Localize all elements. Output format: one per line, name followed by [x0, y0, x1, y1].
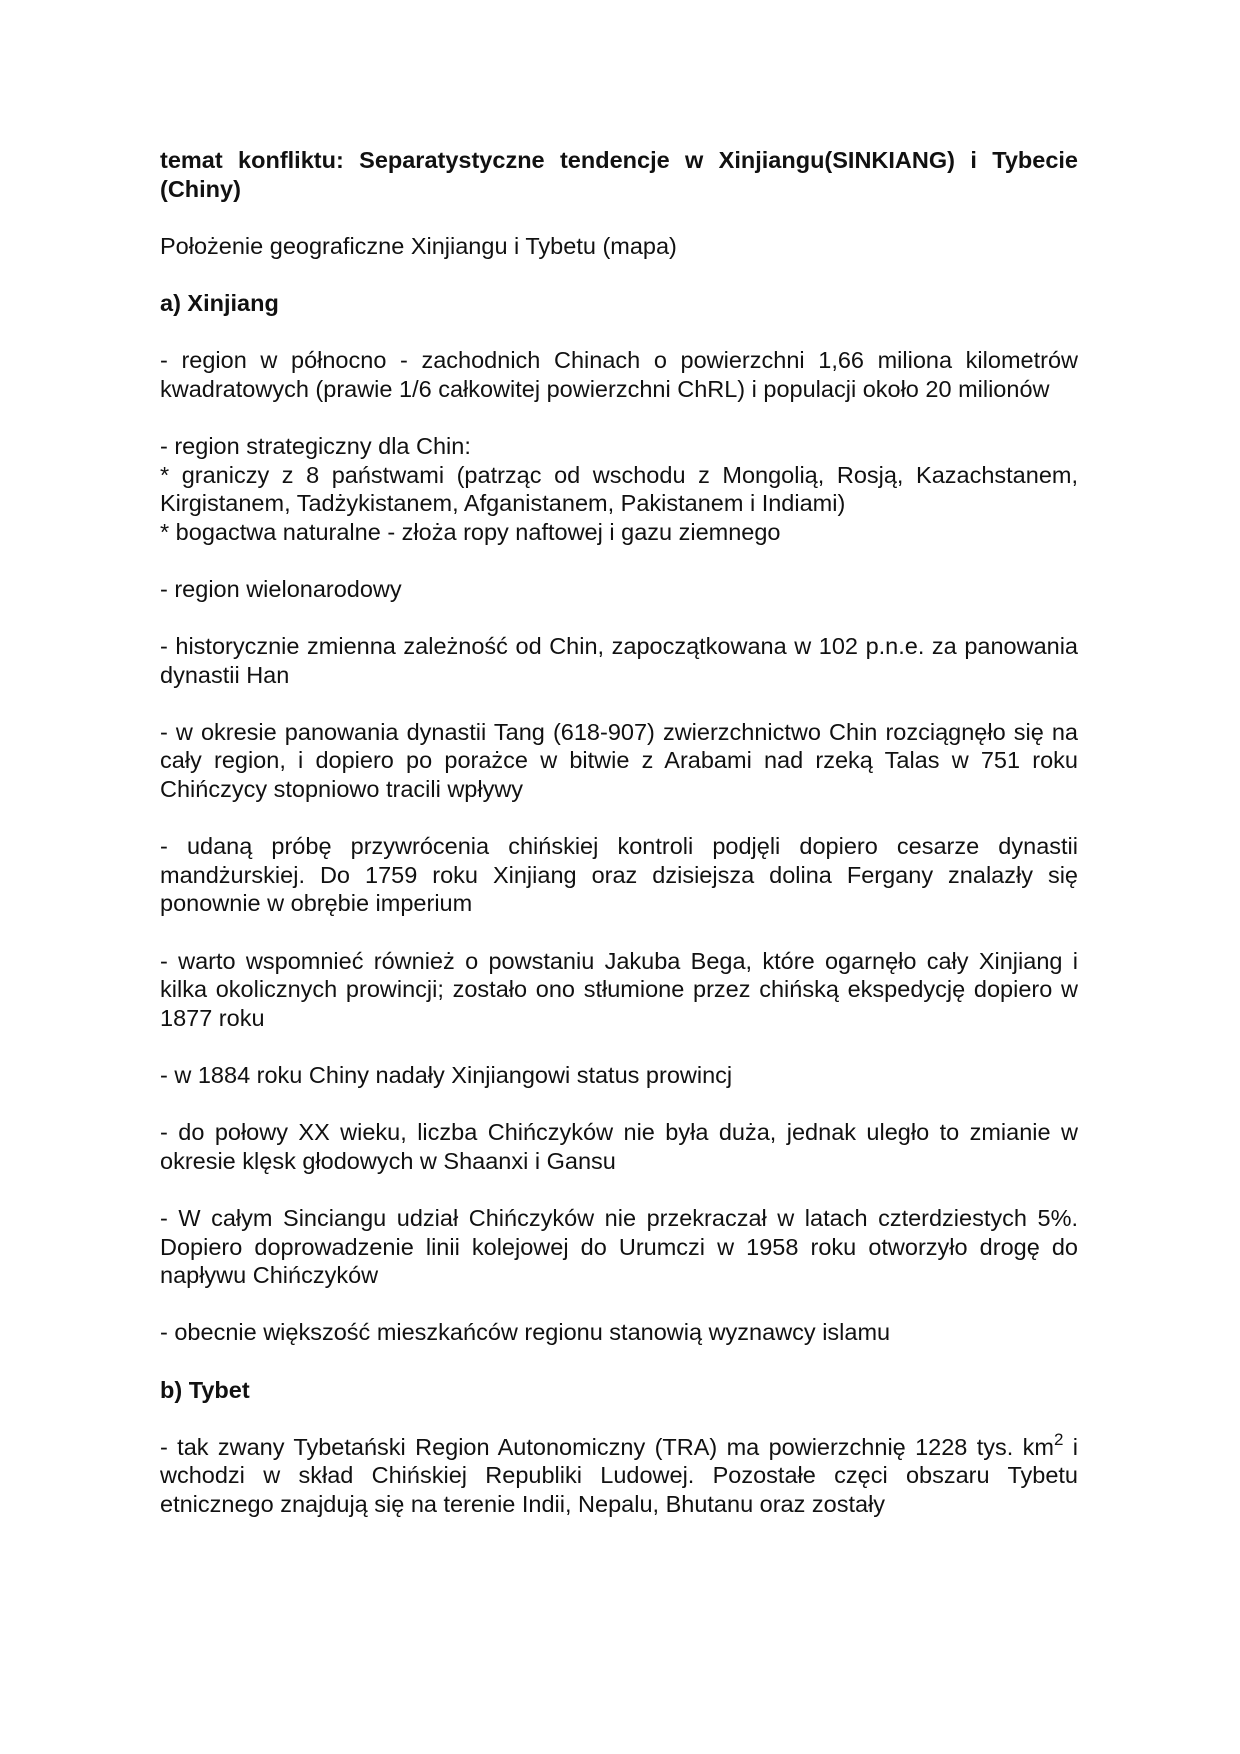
superscript-2: 2: [1053, 1429, 1064, 1449]
document-page: [160, 146, 1078, 1547]
section-b-heading: b) Tybet: [160, 1376, 250, 1403]
xinjiang-paragraph-9: - do połowy XX wieku, liczba Chińczyków nie była duża, jednak uległo to zmianie w okresie klęsk głodowych w Shaanxi i Gansu: [160, 1119, 1078, 1174]
xinjiang-paragraph-11: - obecnie większość mieszkańców regionu stanowią wyznawcy islamu: [160, 1319, 891, 1346]
title-line-2: (Chiny): [160, 175, 241, 202]
section-a-heading: a) Xinjiang: [160, 289, 279, 316]
xinjiang-paragraph-2: [160, 432, 1078, 546]
xinjiang-paragraph-3: - region wielonarodowy: [160, 575, 402, 602]
xinjiang-paragraph-1: - region w północno - zachodnich Chinach o powierzchni 1,66 miliona kilometrów kwadratowych (prawie 1/6 całkowitej powierzchni ChRL) i populacji około 20 milionów: [160, 347, 1078, 402]
borders-line: * graniczy z 8 państwami (patrząc od wschodu z Mongolią, Rosją, Kazachstanem, Kirgistanem, Tadżykistanem, Afganistanem, Pakistanem i Indiami): [160, 461, 1078, 517]
document-title: [160, 146, 1078, 203]
tibet-text-before: - tak zwany Tybetański Region Autonomiczny (TRA) ma powierzchnię 1228 tys. km: [160, 1433, 1054, 1460]
title-line-1: temat konfliktu: Separatystyczne tendencje w Xinjiangu(SINKIANG) i Tybecie: [160, 147, 1078, 173]
xinjiang-paragraph-4: - historycznie zmienna zależność od Chin, zapoczątkowana w 102 p.n.e. za panowania dynastii Han: [160, 633, 1078, 688]
xinjiang-paragraph-10: - W całym Sinciangu udział Chińczyków nie przekraczał w latach czterdziestych 5%. Dopiero doprowadzenie linii kolejowej do Urumczi w 1958 roku otworzyło drogę do napływu Chińczyków: [160, 1204, 1078, 1289]
xinjiang-paragraph-8: - w 1884 roku Chiny nadały Xinjiangowi status prowincj: [160, 1062, 733, 1088]
tibet-paragraph-1: [160, 1429, 1079, 1519]
xinjiang-paragraph-7: - warto wspomnieć również o powstaniu Jakuba Bega, które ogarnęło cały Xinjiang i kilka okolicznych prowincji; zostało ono stłumione przez chińską ekspedycję dopiero w 1877 roku: [160, 947, 1078, 1031]
xinjiang-paragraph-6: - udaną próbę przywrócenia chińskiej kontroli podjęli dopiero cesarze dynastii mandżurskiej. Do 1759 roku Xinjiang oraz dzisiejsza dolina Fergany znalazły się ponownie w obrębie imperium: [160, 833, 1078, 917]
xinjiang-paragraph-5: - w okresie panowania dynastii Tang (618-907) zwierzchnictwo Chin rozciągnęło się na cały region, i dopiero po porażce w bitwie z Arabami nad rzeką Talas w 751 roku Chińczycy stopniowo tracili wpływy: [160, 718, 1078, 803]
intro-line: Położenie geograficzne Xinjiangu i Tybetu (mapa): [160, 232, 677, 259]
strategic-region-line: - region strategiczny dla Chin:: [160, 432, 471, 459]
resources-line: * bogactwa naturalne - złoża ropy naftowej i gazu ziemnego: [160, 518, 781, 545]
tibet-text-after: i wchodzi w skład Chińskiej Republiki Ludowej. Pozostałe częci obszaru Tybetu etnicznego znajdują się na terenie Indii, Nepalu, Bhutanu oraz zostały: [160, 1433, 1079, 1517]
